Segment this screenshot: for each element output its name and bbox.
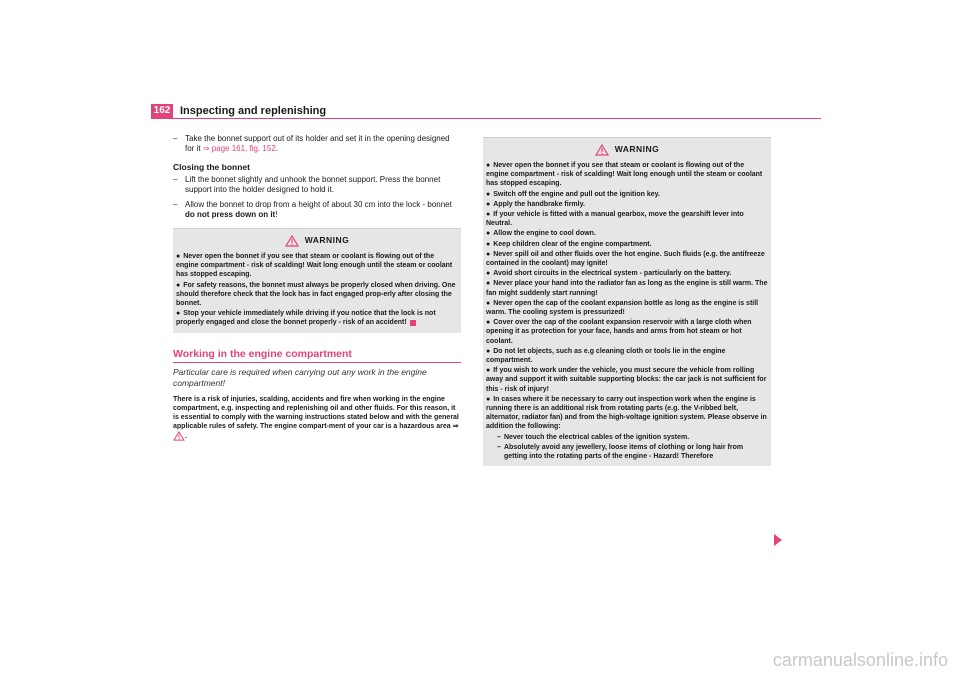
section-title: Working in the engine compartment	[173, 349, 461, 363]
warning-box	[483, 137, 771, 466]
warning-bullet: ● Do not let objects, such as e.g cleaning cloth or tools lie in the engine compartment.	[486, 347, 726, 365]
warning-icon[interactable]	[173, 431, 185, 441]
warning-sub-item: – Never touch the electrical cables of the ignition system.	[497, 433, 690, 441]
warning-bullet: ● If you wish to work under the vehicle, you must secure the vehicle from rolling away and support it with suitable supporting blocks: the car jack is not sufficient for this - risk of injury!	[486, 367, 767, 393]
warning-bullet: ● Never place your hand into the radiator fan as long as the engine is still warm. The fan might suddenly start running!	[486, 280, 768, 297]
warning-icon	[595, 144, 609, 156]
warning-sub-item: – Absolutely avoid any jewellery, loose items of clothing or long hair from getting into the rotating parts of the engine - Hazard! Therefore	[497, 443, 744, 461]
warning-bullet: ● In cases where it be necessary to carry out inspection work when the engine is running there is an additional risk from rotating parts (e.g. the V-ribbed belt, alternator, radiator fan) and from the high-voltage ignition system. Please observe in addition the following:	[486, 395, 767, 431]
warning-bullet: ● Keep children clear of the engine compartment.	[486, 240, 652, 248]
next-page-arrow-icon[interactable]	[774, 534, 782, 546]
step-text: Lift the bonnet slightly and unhook the bonnet support. Press the bonnet support into the holder designed to hold it.	[185, 175, 441, 194]
warning-title: WARNING	[614, 144, 660, 155]
warning-bullet: ● Allow the engine to cool down.	[486, 230, 596, 238]
step-item: – Take the bonnet support out of its holder and set it in the opening designed for it ⇒ page 161, fig. 152.	[173, 134, 450, 153]
closing-heading: Closing the bonnet	[173, 162, 250, 172]
warning-bullet: ● Never open the bonnet if you see that steam or coolant is flowing out of the engine compartment - risk of scalding! Wait long enough until the steam or coolant has stopped escaping.	[486, 162, 763, 188]
watermark: carmanualsonline.info	[772, 650, 948, 670]
left-column	[173, 134, 461, 441]
warning-bullet: ● Switch off the engine and pull out the ignition key.	[486, 190, 660, 198]
warning-bullet: ● Never open the cap of the coolant expansion bottle as long as the engine is still warm. The cooling system is pressurized!	[486, 299, 759, 317]
header-rule	[151, 118, 821, 119]
step-item: – Allow the bonnet to drop from a height of about 30 cm into the lock - bonnet do not press down on it!	[173, 200, 452, 219]
warning-bullet: ● For safety reasons, the bonnet must always be properly closed when driving. One should therefore check that the lock has in fact engaged prop-erly after closing the bonnet.	[176, 281, 456, 308]
warning-bullet: ● Apply the handbrake firmly.	[486, 200, 585, 208]
warning-bullet: ● Never open the bonnet if you see that steam or coolant is flowing out of the engine compartment - risk of scalding! Wait long enough until the steam or coolant has stopped escaping.	[176, 253, 453, 279]
warning-bullet: ● Cover over the cap of the coolant expansion reservoir with a large cloth when opening it as protection for your face, hands and arms from hot steam or hot coolant.	[486, 319, 752, 345]
section-body: There is a risk of injuries, scalding, accidents and fire when working in the engine compartment, e.g. inspecting and replenishing oil and other fluids. For this reason, it is essential to comply with the warning instructions stated below and with the general applicable rules of safety. The engine compart-ment of your car is a hazardous area ⇒ .	[173, 395, 459, 441]
step-text: Take the bonnet support out of its holder and set it in the opening designed for it	[185, 134, 450, 153]
section-intro: Particular care is required when carrying out any work in the engine compartment!	[173, 366, 427, 388]
page-number: 162	[151, 104, 173, 118]
page-title: Inspecting and replenishing	[180, 105, 327, 117]
end-marker-icon	[410, 320, 416, 326]
warning-header	[486, 144, 768, 156]
warning-header	[176, 235, 458, 247]
warning-bullet: ● Stop your vehicle immediately while driving if you notice that the lock is not properly engaged and close the bonnet properly - risk of an accident!	[176, 310, 436, 327]
warning-bullet: ● If your vehicle is fitted with a manual gearbox, move the gearshift lever into Neutral.	[486, 211, 744, 228]
right-column	[483, 137, 771, 466]
warning-icon	[285, 235, 299, 247]
warning-title: WARNING	[304, 235, 350, 246]
warning-bullet: ● Avoid short circuits in the electrical system - particularly on the battery.	[486, 270, 732, 278]
page-link[interactable]: ⇒ page 161, fig. 152	[202, 144, 276, 153]
step-item: – Lift the bonnet slightly and unhook the bonnet support. Press the bonnet support into the holder designed to hold it.	[173, 175, 441, 194]
emphasis-text: do not press down on it	[185, 210, 276, 219]
warning-bullet: ● Never spill oil and other fluids over the hot engine. Such fluids (e.g. the antifreeze contained in the coolant) may ignite!	[486, 250, 765, 268]
warning-box	[173, 228, 461, 333]
